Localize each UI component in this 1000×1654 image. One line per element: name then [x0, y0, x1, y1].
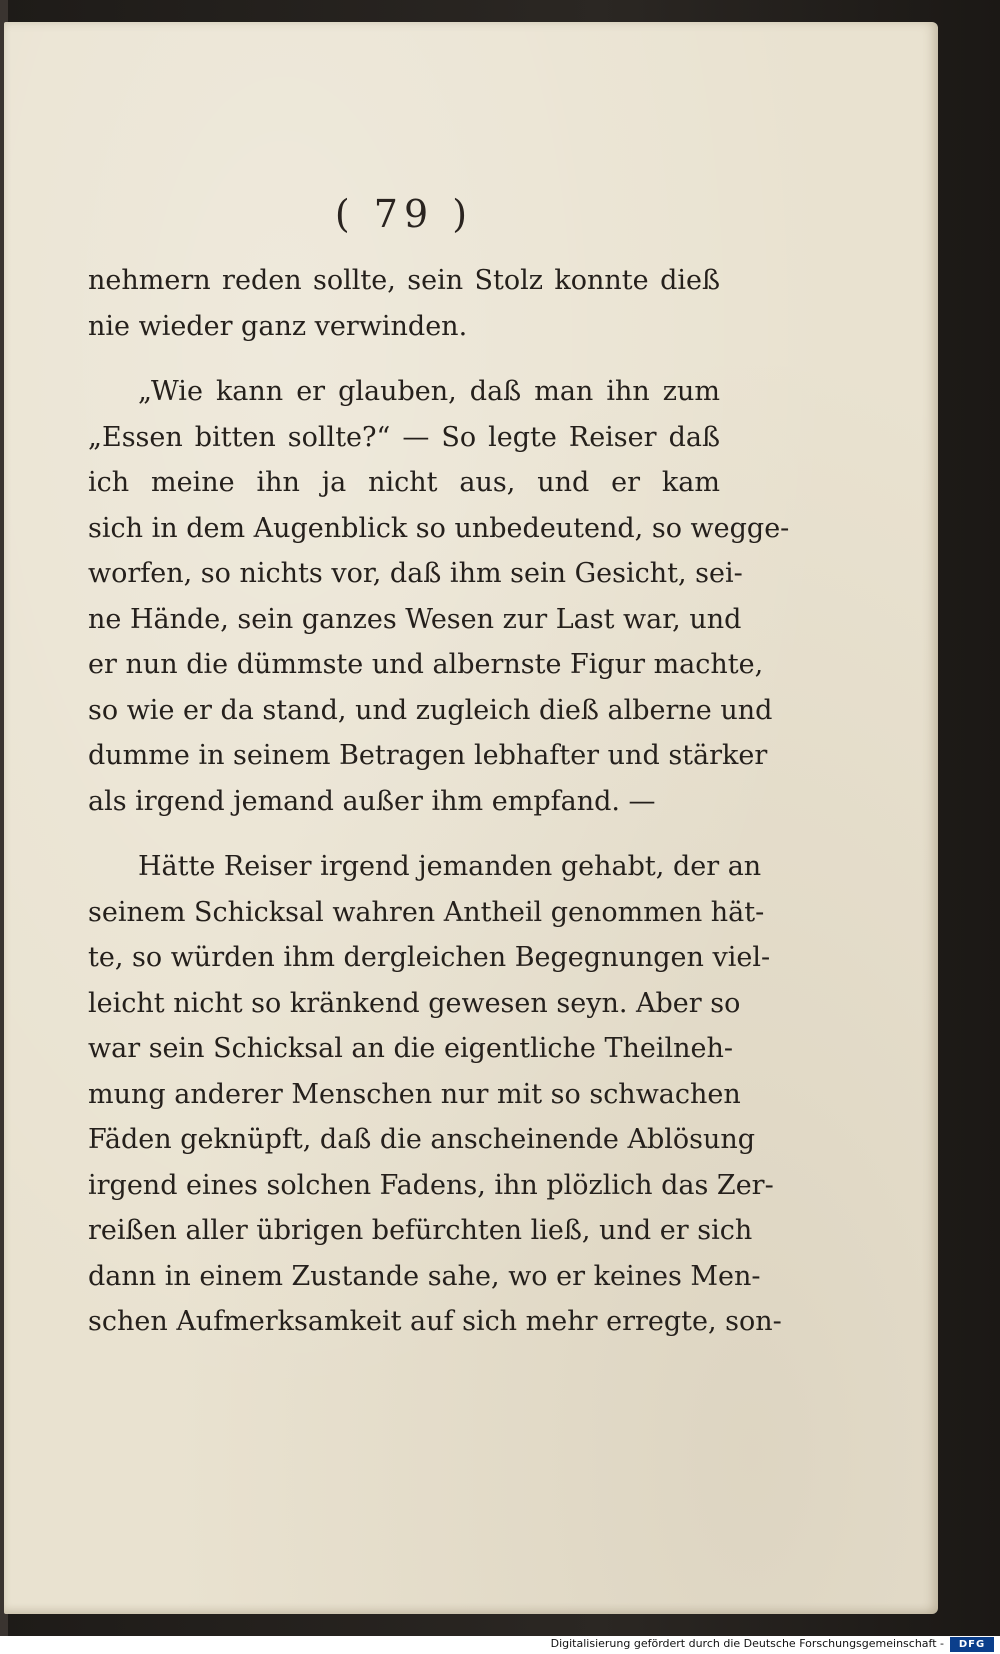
page-number: ( 79 ): [334, 192, 474, 236]
text-line: dumme in seinem Betragen lebhafter und stärker: [88, 740, 768, 771]
page-text: [88, 258, 790, 1345]
text-line: er nun die dümmste und albernste Figur machte,: [88, 649, 764, 680]
dfg-logo-icon: DFG: [950, 1637, 994, 1652]
text-line: seinem Schicksal wahren Antheil genommen hät-: [88, 896, 765, 928]
text-line: Hätte Reiser irgend jemanden gehabt, der an: [138, 851, 762, 882]
text-line: sich in dem Augenblick so unbedeutend, so wegge-: [88, 512, 790, 544]
text-line: nehmern reden sollte, sein Stolz konnte dieß: [88, 265, 720, 296]
text-line: als irgend jemand außer ihm empfand. —: [88, 785, 656, 817]
text-line: schen Aufmerksamkeit auf sich mehr erregte, son-: [88, 1306, 782, 1337]
text-line: so wie er da stand, und zugleich dieß alberne und: [88, 694, 773, 726]
text-line: worfen, so nichts vor, daß ihm sein Gesicht, sei-: [88, 558, 743, 589]
paragraph-gap: [88, 349, 720, 369]
text-line: mung anderer Menschen nur mit so schwachen: [88, 1078, 741, 1110]
text-line: irgend eines solchen Fadens, ihn plözlich das Zer-: [88, 1169, 774, 1201]
text-line: ich meine ihn ja nicht aus, und er kam: [88, 467, 720, 498]
text-line: nie wieder ganz verwinden.: [88, 310, 468, 342]
text-line: ne Hände, sein ganzes Wesen zur Last war, und: [88, 603, 742, 635]
text-line: reißen aller übrigen befürchten ließ, und er sich: [88, 1215, 753, 1246]
text-line: Fäden geknüpft, daß die anscheinende Ablösung: [88, 1124, 756, 1155]
paragraph-gap: [88, 824, 720, 844]
book-page: [4, 22, 938, 1614]
text-line: leicht nicht so kränkend gewesen seyn. Aber so: [88, 987, 741, 1019]
text-line: „Wie kann er glauben, daß man ihn zum: [138, 376, 720, 407]
digitization-credit: Digitalisierung gefördert durch die Deutsche Forschungsgemeinschaft -: [550, 1637, 944, 1650]
text-line: war sein Schicksal an die eigentliche Theilneh-: [88, 1033, 733, 1064]
text-line: „Essen bitten sollte?“ — So legte Reiser daß: [88, 421, 720, 453]
text-line: dann in einem Zustande sahe, wo er keines Men-: [88, 1260, 761, 1292]
text-line: te, so würden ihm dergleichen Begegnungen viel-: [88, 942, 771, 973]
